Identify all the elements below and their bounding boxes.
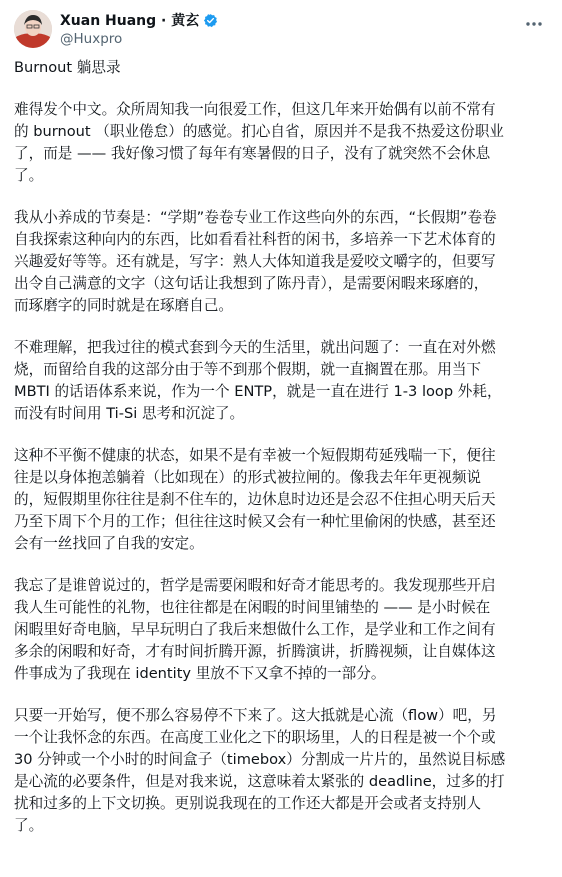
verified-badge-icon [203, 13, 218, 28]
tweet-paragraphs [14, 99, 550, 837]
tweet-line: 闲暇里好奇电脑，早早玩明白了我后来想做什么工作，是学业和工作之间有 [14, 621, 496, 638]
tweet-line: 会有一丝找回了自我的安定。 [14, 535, 204, 552]
avatar[interactable] [14, 10, 52, 48]
tweet-line: 了。 [14, 817, 44, 834]
tweet-line: 烧，而留给自我的这部分由于等不到那个假期，就一直搁置在那。用当下 [14, 361, 482, 378]
tweet-paragraph [14, 337, 550, 425]
name-row [60, 11, 218, 29]
tweet-paragraph [14, 207, 550, 317]
tweet-line: 30 分钟或一个小时的时间盒子（timebox）分割成一片片的，虽然说目标感 [14, 751, 506, 768]
tweet-line: 自我探索这种向内的东西，比如看看社科哲的闲书，多培养一下艺术体育的 [14, 231, 496, 248]
tweet-line: 了。 [14, 167, 44, 184]
tweet-line: 出令自己满意的文字（这句话让我想到了陈丹青），是需要闲暇来琢磨的， [14, 275, 489, 292]
author-info [60, 11, 218, 47]
tweet-line: 的，短假期里你往往是刹不住车的，边休息时边还是会忍不住担心明天后天 [14, 491, 496, 508]
tweet-line: 我从小养成的节奏是：“学期”卷卷专业工作这些向外的东西，“长假期”卷卷 [14, 209, 497, 226]
user-handle[interactable]: @Huxpro [60, 31, 123, 47]
tweet-title: Burnout 躺思录 [14, 59, 121, 76]
tweet-paragraph [14, 575, 550, 685]
tweet-line: 我忘了是谁曾说过的，哲学是需要闲暇和好奇才能思考的。我发现那些开启 [14, 577, 496, 594]
more-horizontal-icon[interactable] [524, 14, 544, 34]
tweet-header [14, 8, 548, 48]
tweet-line: 件事成为了我现在 identity 里放不下又拿不掉的一部分。 [14, 665, 386, 682]
display-name[interactable]: Xuan Huang · 黄玄 [60, 13, 200, 29]
tweet-line: 而琢磨字的同时就是在琢磨自己。 [14, 297, 233, 314]
tweet-paragraph [14, 99, 550, 187]
tweet-line: 难得发个中文。众所周知我一向很爱工作，但这几年来开始偶有以前不常有 [14, 101, 496, 118]
tweet-line: 了，而是 —— 我好像习惯了每年有寒暑假的日子，没有了就突然不会休息 [14, 145, 491, 162]
tweet-paragraph [14, 445, 550, 555]
tweet-line: 这种不平衡不健康的状态，如果不是有幸被一个短假期苟延残喘一下，便往 [14, 447, 496, 464]
tweet-line: 的 burnout （职业倦怠）的感觉。扪心自省，原因并不是我不热爱这份职业 [14, 123, 504, 140]
tweet-paragraph [14, 705, 550, 837]
tweet-line: 只要一开始写，便不那么容易停不下来了。这大抵就是心流（flow）吧，另 [14, 707, 497, 724]
tweet-line: 兴趣爱好等等。还有就是，写字：熟人大体知道我是爱咬文嚼字的，但要写 [14, 253, 496, 270]
tweet-text [14, 57, 550, 857]
tweet-line: 是心流的必要条件，但是对我来说，这意味着太紧张的 deadline，过多的打 [14, 773, 505, 790]
avatar-image [14, 10, 52, 48]
tweet-line: 而没有时间用 Ti-Si 思考和沉淀了。 [14, 405, 245, 422]
tweet-line: 一个让我怀念的东西。在高度工业化之下的职场里，人的日程是被一个个或 [14, 729, 496, 746]
tweet-line: 往是以身体抱恙躺着（比如现在）的形式被拉闸的。像我去年年更视频说 [14, 469, 482, 486]
tweet-line: 扰和过多的上下文切换。更别说我现在的工作还大都是开会或者支持别人 [14, 795, 482, 812]
tweet-line: 我人生可能性的礼物，也往往都是在闲暇的时间里铺垫的 —— 是小时候在 [14, 599, 491, 616]
tweet-line: MBTI 的话语体系来说，作为一个 ENTP，就是一直在进行 1-3 loop 外耗， [14, 383, 502, 400]
tweet-line: 不难理解，把我过往的模式套到今天的生活里，就出问题了：一直在对外燃 [14, 339, 496, 356]
tweet-line: 乃至下周下个月的工作；但往往这时候又会有一种忙里偷闲的快感，甚至还 [14, 513, 496, 530]
tweet-line: 多余的闲暇和好奇，才有时间折腾开源，折腾演讲，折腾视频，让自媒体这 [14, 643, 496, 660]
